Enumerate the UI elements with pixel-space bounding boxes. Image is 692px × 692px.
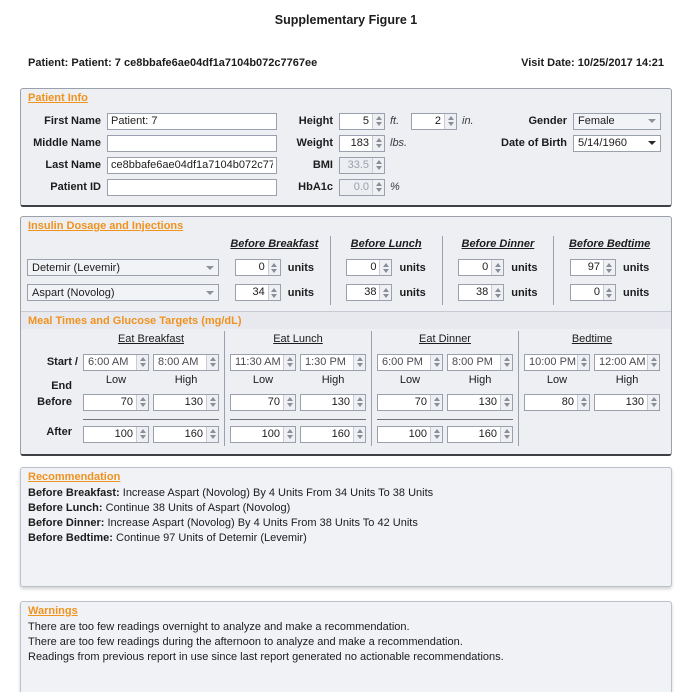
- units-label: units: [399, 261, 426, 274]
- col-header: Before Lunch: [350, 238, 422, 250]
- patient-info-body: [21, 106, 671, 205]
- stepper-arrows-icon[interactable]: [283, 355, 295, 370]
- before-low-stepper[interactable]: 70: [230, 394, 296, 411]
- dose-stepper[interactable]: 0: [346, 259, 392, 276]
- patient-info-row: [27, 110, 663, 132]
- insulin-drug-select-basal[interactable]: Detemir (Levemir): [27, 259, 219, 276]
- high-label: High: [468, 374, 492, 386]
- patient-info-panel: [20, 88, 672, 207]
- dose-stepper[interactable]: 0: [458, 259, 504, 276]
- warning-line: Readings from previous report in use since last report generated no actionable recommendations.: [28, 651, 504, 663]
- meal-col-bedtime: [518, 331, 665, 446]
- insulin-heading: Insulin Dosage and Injections: [28, 220, 184, 232]
- low-label: Low: [399, 374, 421, 386]
- before-high-stepper[interactable]: 130: [300, 394, 366, 411]
- units-label: units: [287, 286, 315, 299]
- low-label: Low: [105, 374, 127, 386]
- stepper-arrows-icon[interactable]: [206, 355, 218, 370]
- patient-info-row: [27, 132, 663, 154]
- before-label: Before: [37, 396, 72, 408]
- meal-header: Eat Breakfast: [117, 333, 185, 345]
- insulin-col-dinner: [442, 236, 554, 305]
- stepper-arrows-icon[interactable]: [268, 260, 280, 275]
- insulin-meals-panel: [20, 216, 672, 456]
- stepper-arrows-icon[interactable]: [283, 395, 295, 410]
- after-high-stepper[interactable]: 160: [300, 426, 366, 443]
- hba1c-unit-label: %: [390, 181, 400, 193]
- before-low-stepper[interactable]: 70: [83, 394, 149, 411]
- start-time-stepper[interactable]: 11:30 AM: [230, 354, 296, 371]
- hba1c-label: HbA1c: [298, 181, 333, 193]
- stepper-arrows-icon[interactable]: [430, 355, 442, 370]
- stepper-arrows-icon[interactable]: [268, 285, 280, 300]
- dose-stepper[interactable]: 0: [235, 259, 281, 276]
- last-name-field[interactable]: [107, 157, 277, 174]
- after-label: After: [46, 426, 72, 438]
- before-high-stepper[interactable]: 130: [447, 394, 513, 411]
- insulin-body: [21, 234, 671, 311]
- stepper-arrows-icon: [372, 158, 384, 173]
- middle-name-label: Middle Name: [33, 137, 101, 149]
- start-end-label: Start / End: [46, 356, 78, 392]
- stepper-arrows-icon[interactable]: [430, 427, 442, 442]
- visit-date: Visit Date: 10/25/2017 14:21: [521, 57, 664, 69]
- insulin-drug-select-bolus[interactable]: Aspart (Novolog): [27, 284, 219, 301]
- stepper-arrows-icon[interactable]: [283, 427, 295, 442]
- col-header: Before Dinner: [461, 238, 535, 250]
- dose-stepper[interactable]: 0: [570, 284, 616, 301]
- end-time-stepper[interactable]: 1:30 PM: [300, 354, 366, 371]
- hba1c-stepper: 0.0: [339, 179, 385, 196]
- patient-id-label: Patient ID: [50, 181, 101, 193]
- warnings-heading: Warnings: [28, 605, 78, 617]
- stepper-arrows-icon[interactable]: [136, 427, 148, 442]
- meal-header: Eat Dinner: [419, 333, 471, 345]
- weight-stepper[interactable]: 183: [339, 135, 385, 152]
- inches-unit-label: in.: [462, 115, 474, 127]
- stepper-arrows-icon: [372, 180, 384, 195]
- end-time-stepper[interactable]: 8:00 AM: [153, 354, 219, 371]
- low-label: Low: [546, 374, 568, 386]
- units-label: units: [511, 261, 538, 274]
- warning-line: There are too few readings during the afternoon to analyze and make a recommendation.: [28, 636, 463, 648]
- height-label: Height: [298, 115, 333, 127]
- start-time-stepper[interactable]: 10:00 PM: [524, 354, 590, 371]
- patient-identifier: Patient: Patient: 7 ce8bbafe6ae04df1a7104b072c7767ee: [28, 57, 318, 69]
- dose-stepper[interactable]: 34: [235, 284, 281, 301]
- warnings-body: [21, 619, 671, 671]
- after-low-stepper[interactable]: 100: [83, 426, 149, 443]
- meals-heading: Meal Times and Glucose Targets (mg/dL): [21, 311, 671, 329]
- feet-unit-label: ft.: [390, 115, 400, 127]
- recommendation-body: [21, 485, 671, 552]
- chevron-down-icon[interactable]: [644, 136, 660, 151]
- middle-name-field[interactable]: [107, 135, 277, 152]
- figure-title: Supplementary Figure 1: [274, 13, 418, 27]
- units-label: units: [511, 286, 538, 299]
- stepper-arrows-icon[interactable]: [500, 355, 512, 370]
- insulin-col-bedtime: [553, 236, 665, 305]
- after-high-stepper[interactable]: 160: [447, 426, 513, 443]
- stepper-arrows-icon[interactable]: [500, 427, 512, 442]
- weight-unit-label: lbs.: [390, 137, 408, 149]
- gender-label: Gender: [528, 115, 567, 127]
- first-name-field[interactable]: [107, 113, 277, 130]
- stepper-arrows-icon[interactable]: [491, 260, 503, 275]
- warning-line: There are too few readings overnight to analyze and make a recommendation.: [28, 621, 410, 633]
- stepper-arrows-icon[interactable]: [603, 285, 615, 300]
- stepper-arrows-icon[interactable]: [491, 285, 503, 300]
- stepper-arrows-icon[interactable]: [500, 395, 512, 410]
- recommendation-panel: [20, 467, 672, 587]
- units-label: units: [399, 286, 426, 299]
- end-time-stepper[interactable]: 12:00 AM: [594, 354, 660, 371]
- recommendation-line: Before Lunch: Continue 38 Units of Aspart (Novolog): [28, 502, 291, 514]
- stepper-arrows-icon[interactable]: [444, 114, 456, 129]
- units-label: units: [622, 286, 650, 299]
- dose-stepper[interactable]: 38: [346, 284, 392, 301]
- weight-label: Weight: [296, 137, 333, 149]
- patient-info-row: [27, 154, 663, 176]
- recommendation-line: Before Bedtime: Continue 97 Units of Detemir (Levemir): [28, 532, 307, 544]
- high-label: High: [321, 374, 345, 386]
- stepper-arrows-icon[interactable]: [353, 355, 365, 370]
- col-header: Before Bedtime: [568, 238, 651, 250]
- bmi-stepper: 33.5: [339, 157, 385, 174]
- high-label: High: [615, 374, 639, 386]
- insulin-col-breakfast: [219, 236, 330, 305]
- meal-col-breakfast: [78, 331, 224, 446]
- low-label: Low: [252, 374, 274, 386]
- stepper-arrows-icon[interactable]: [379, 260, 391, 275]
- chevron-down-icon[interactable]: [202, 285, 218, 300]
- insulin-drug-column: [27, 236, 219, 305]
- end-time-stepper[interactable]: 8:00 PM: [447, 354, 513, 371]
- stepper-arrows-icon[interactable]: [353, 395, 365, 410]
- stepper-arrows-icon[interactable]: [372, 136, 384, 151]
- high-label: High: [174, 374, 198, 386]
- meal-header: Bedtime: [571, 333, 613, 345]
- stepper-arrows-icon[interactable]: [647, 395, 659, 410]
- stepper-arrows-icon[interactable]: [577, 395, 589, 410]
- height-feet-stepper[interactable]: 5: [339, 113, 385, 130]
- last-name-label: Last Name: [45, 159, 101, 171]
- stepper-arrows-icon[interactable]: [206, 395, 218, 410]
- recommendation-line: Before Dinner: Increase Aspart (Novolog) By 4 Units From 38 Units To 42 Units: [28, 517, 418, 529]
- units-label: units: [622, 261, 650, 274]
- dose-stepper[interactable]: 38: [458, 284, 504, 301]
- stepper-arrows-icon[interactable]: [136, 395, 148, 410]
- patient-info-heading: Patient Info: [28, 92, 88, 104]
- before-high-stepper[interactable]: 130: [594, 394, 660, 411]
- gender-select[interactable]: Female: [573, 113, 661, 130]
- col-header: Before Breakfast: [230, 238, 319, 250]
- recommendation-heading: Recommendation: [28, 471, 121, 483]
- meal-row-labels: [23, 331, 78, 446]
- stepper-arrows-icon[interactable]: [372, 114, 384, 129]
- start-time-stepper[interactable]: 6:00 PM: [377, 354, 443, 371]
- units-label: units: [287, 261, 315, 274]
- before-high-stepper[interactable]: 130: [153, 394, 219, 411]
- after-high-stepper[interactable]: 160: [153, 426, 219, 443]
- before-low-stepper[interactable]: 70: [377, 394, 443, 411]
- insulin-col-lunch: [330, 236, 442, 305]
- first-name-label: First Name: [44, 115, 101, 127]
- recommendation-line: Before Breakfast: Increase Aspart (Novolog) By 4 Units From 34 Units To 38 Units: [28, 487, 434, 499]
- stepper-arrows-icon[interactable]: [136, 355, 148, 370]
- before-low-stepper[interactable]: 80: [524, 394, 590, 411]
- stepper-arrows-icon[interactable]: [353, 427, 365, 442]
- after-low-stepper[interactable]: 100: [230, 426, 296, 443]
- start-time-stepper[interactable]: 6:00 AM: [83, 354, 149, 371]
- stepper-arrows-icon[interactable]: [647, 355, 659, 370]
- meals-body: [21, 329, 671, 454]
- meal-col-dinner: [371, 331, 518, 446]
- patient-info-row: [27, 176, 663, 198]
- warnings-panel: [20, 601, 672, 692]
- stepper-arrows-icon[interactable]: [206, 427, 218, 442]
- dose-stepper[interactable]: 97: [570, 259, 616, 276]
- chevron-down-icon[interactable]: [202, 260, 218, 275]
- chevron-down-icon[interactable]: [644, 114, 660, 129]
- stepper-arrows-icon[interactable]: [379, 285, 391, 300]
- stepper-arrows-icon[interactable]: [577, 355, 589, 370]
- meal-header: Eat Lunch: [273, 333, 323, 345]
- dob-select[interactable]: 5/14/1960: [573, 135, 661, 152]
- stepper-arrows-icon[interactable]: [603, 260, 615, 275]
- bmi-label: BMI: [312, 159, 333, 171]
- dob-label: Date of Birth: [501, 137, 567, 149]
- document-header: [28, 57, 664, 69]
- meal-col-lunch: [224, 331, 371, 446]
- patient-id-field[interactable]: [107, 179, 277, 196]
- height-inches-stepper[interactable]: 2: [411, 113, 457, 130]
- stepper-arrows-icon[interactable]: [430, 395, 442, 410]
- after-low-stepper[interactable]: 100: [377, 426, 443, 443]
